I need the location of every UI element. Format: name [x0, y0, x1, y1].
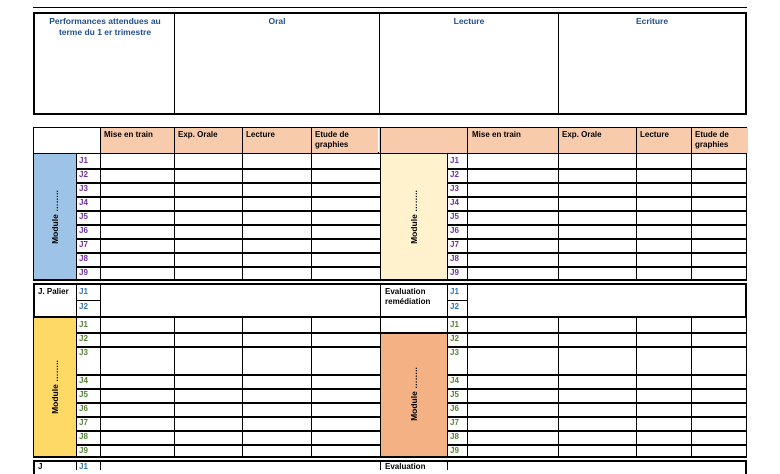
header-oral: Oral: [268, 16, 286, 26]
module-label-left-2: Module ……..: [50, 360, 60, 414]
day-j2: J2: [450, 170, 459, 179]
day-j6: J6: [79, 404, 88, 413]
day-j4: J4: [450, 198, 459, 207]
evaluation-remediation-label: Evaluation remédiation: [385, 287, 431, 306]
day-j2: J2: [79, 334, 88, 343]
day-j8: J8: [450, 254, 459, 263]
palier-day-j2: J2: [79, 302, 88, 311]
performances-header-table: [33, 12, 747, 115]
day-j8: J8: [79, 432, 88, 441]
header-ecriture: Ecriture: [635, 16, 669, 26]
col-lecture-right: Lecture: [640, 130, 669, 139]
days-right-1: [447, 154, 467, 280]
module-cell-yellow: [34, 318, 76, 456]
day-j1: J1: [450, 156, 459, 165]
day-j9: J9: [450, 268, 459, 277]
module-label-left-1: Module ……..: [50, 189, 60, 244]
day-j3: J3: [450, 184, 459, 193]
day-j7: J7: [79, 240, 88, 249]
day-j5: J5: [79, 390, 88, 399]
day-j6: J6: [450, 404, 459, 413]
day-j4: J4: [450, 376, 459, 385]
col-exp-orale-left: Exp. Orale: [178, 130, 218, 139]
day-j5: J5: [450, 212, 459, 221]
day-j6: J6: [450, 226, 459, 235]
palier-label-partial: J: [38, 462, 43, 471]
module-cell-blue: [34, 154, 76, 279]
day-j8: J8: [450, 432, 459, 441]
col-mise-en-train-left: Mise en train: [104, 130, 153, 139]
module-cell-peach: [381, 332, 447, 456]
day-j1: J1: [79, 156, 88, 165]
day-j5: J5: [79, 212, 88, 221]
palier-day-j1: J1: [450, 287, 459, 296]
day-j9: J9: [450, 446, 459, 455]
day-j6: J6: [79, 226, 88, 235]
day-j9: J9: [79, 268, 88, 277]
day-j1: J1: [79, 320, 88, 329]
day-j3: J3: [79, 348, 88, 357]
day-j7: J7: [79, 418, 88, 427]
day-j1: J1: [450, 320, 459, 329]
day-j4: J4: [79, 376, 88, 385]
col-etude-graphies-left: Etude de graphies: [315, 130, 349, 149]
day-j7: J7: [450, 240, 459, 249]
day-j5: J5: [450, 390, 459, 399]
days-left-1: [76, 154, 100, 280]
header-lecture: Lecture: [453, 16, 485, 26]
palier-label: J. Palier: [38, 287, 69, 296]
palier-day-partial: J1: [79, 462, 88, 471]
day-j2: J2: [450, 334, 459, 343]
col-exp-orale-right: Exp. Orale: [562, 130, 602, 139]
day-j8: J8: [79, 254, 88, 263]
day-j2: J2: [79, 170, 88, 179]
module-cell-cream: [381, 154, 447, 279]
day-j3: J3: [79, 184, 88, 193]
module-block-1: [33, 154, 747, 281]
header-performances: Performances attendues au terme du 1 er trimestre: [49, 16, 161, 37]
module-label-right-1: Module ……..: [409, 189, 419, 244]
day-j4: J4: [79, 198, 88, 207]
day-j3: J3: [450, 348, 459, 357]
col-etude-graphies-right: Etude de graphies: [695, 130, 729, 149]
col-mise-en-train-right: Mise en train: [472, 130, 521, 139]
evaluation-label-partial: Evaluation: [385, 462, 426, 471]
palier-day-j1: J1: [79, 287, 88, 296]
day-j7: J7: [450, 418, 459, 427]
day-j9: J9: [79, 446, 88, 455]
module-label-right-2: Module ……..: [409, 367, 419, 421]
palier-day-j2: J2: [450, 302, 459, 311]
col-lecture-left: Lecture: [246, 130, 275, 139]
